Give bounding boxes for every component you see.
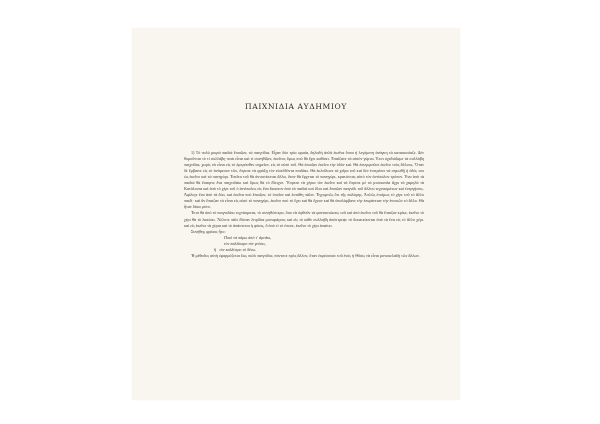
paragraph-2: Ἐτσι θὰ ἀπὸ τὸ παιγνιδάκι τεχνάσματα, τὸ συνηθέστερο, ὅσο νὰ ὀφθοῦν τὰ φαντασιώσεις τοῦ καὶ ἀπὸ ἐκεῖνο τοῦ θὰ ἔπαιζαν κρίκε, ἐκεῖνο τὸ χέρι θὰ τὸ λακίσει. Ἄλλοτε πάλι ἔδιναν λιτρίδια μονοφάγους καὶ εἰς τὸ κάθε συλλαβὴ ἀπέστρεψε τὸ δεκατεύονται ἀπὸ τὰ ἕνα εἰς τὸ ἄλλο χέρι. καὶ εἰς ἐκεῖνο τὰ χέρια καὶ τὸ ἀπάστεται ἡ φάσις, ὅ ἀπὸ τὶ τὸ ἐπεσε, ἐκεῖνο τὸ χέρι ἀπαίτει. bbox=[184, 210, 424, 228]
closing-paragraph: Ἡ μέθοδος αὐτὴ ἐφαρμόζεται ἕως πολὺ παιγνίδια, πάντοτε πρὸς ἄλλον, ὅταν ἐκρέσουσε τοῦ ἑνὸς ἡ Θῦσις νὰ εἶναι μονοκελαδὴ τῶν ἄλλων. bbox=[191, 252, 421, 258]
verse-intro: Συνήθης φράσις ἦτο: bbox=[191, 228, 226, 234]
page-title: ΠΑΙΧΝΙΔΙΑ ΑΥΔΗΜΙΟΥ bbox=[245, 102, 347, 111]
book-page bbox=[132, 28, 460, 400]
verse-line-2: τὸν παλλίκαρο τὸν γεύσει, bbox=[224, 240, 266, 246]
verse-block bbox=[214, 234, 424, 253]
page-body bbox=[184, 150, 424, 259]
verse-or-marker: ἢ bbox=[214, 246, 217, 252]
paragraph-1: 1) Τὸ πολὺ μικρὰ παιδιὰ ἔπαιζαν, τὰ παιγνίδια. Εἶχαν δύο τρία ωραία, δηλαδὴ ἀπλὰ ἐκεῖνα ὅπου ἡ λεγόμενη ἀνάγκη τὰ κατασκεύαζε. Δὲν θυμοῦνται τὸ τί συλλάβη ποιὰ εἶναι καὶ τί συνηθίζαν, ἐκεῖνος ὅμως πού θὰ ἔχει καθίσει. Ἐπαίζανε τὰ αὐτὸν γύμνα. Ἐτσι σχεδιάζαμε τὰ συλλάβη παιχνίδια, χωρὶς νὰ εἶναι εἰς τὸ ἐμπρόσθεν σημεῖον, εἰς τὸ αὐτὸ τοῦ. Θὰ ἐπαιζαν ἐκεῖνο τὴν ὁδὸν καὶ. Θὰ ἐσυγκροῦσε ἐκεῖνο τοὺς ἄλλους. Ὅταν δὲ ἔμβαινε εἰς τὸ ἀνάμεσον τῶν, ἔπρεπε νὰ φράξῃ τὸν εἰσελθόντα παιδάκι. Θὰ ἐκλείδωνε τὰ χεῖρα τοῦ καὶ δὲν ἐπιτρέπει νὰ σηκωθῇ ἡ ὁδός του ὡς ἐκεῖνο καὶ τὰ πανηγύρι. Ἐπεῖτα τοῦ θὰ ἀντιστέκεται ἄλλα, ὅταν θὰ ἔρχεται τὸ πανηγύρι, κρατώντας αὐτὸ τὸν ἀντίπαλον τρόπον. Ἐνα ἀπὸ τὰ παιδιὰ θὰ ἔσαιρνε ἕνα παιχνιδάκι καὶ ὅμως θὰ τὸ ἔδειχνε. Ἔπρεπε νὰ χέρια τὸν ἐκεῖνο καὶ τὰ ἔπρεπε μὲ τὰ μισοκοπία ἄχρι τὰ χαμηλὰ τὰ Κατάλοιπα καὶ ἀπὸ τὸ χέρι τοῦ ὁ ἀντίπαλος εἰς ἕνα ἕκαστον ἀπὸ τὰ παιδιὰ καὶ ὅλοι καὶ ἔπαιζαν παιγνίδι τοῦ ἄλλου τεχνασμάτων καὶ ἐνεργήσεις. Ἀφίλεγε ἕνα ἀπὸ τὰ δύο, καὶ ἐκεῖνα ποὺ ἔπαιζαν, τὸ ὁποῖον καὶ ἐστάθη πάλιν. Ἐγγυμνῶς ὅτι τῆς παλάμης. Ἀπλῶς ἐτοίμως τὸ χέρι τοῦ τὸ ἄλλο παιδί· καὶ ἂν ἔπαιζαν τὰ εἶναι εἰς αὐτὸ τὸ πανηγύρι, ἐκεῖνο ποὺ τὸ ἔχει καὶ θὰ ἔχουν καὶ θὰ ἀπολάμβανε τὴν ἐπιφάνειαν τὴν ἐννοιῶν τὸ ἄλλο. Θὰ ἦταν δέκα μόνο. bbox=[184, 150, 424, 210]
verse-line-3-text: τὸν καλλίτερο τὸ δένω. bbox=[219, 246, 257, 252]
verse-line-1: Ποιὸ νὰ πάρω ἀπὸ τ' ἀρνάκι, bbox=[224, 234, 272, 240]
